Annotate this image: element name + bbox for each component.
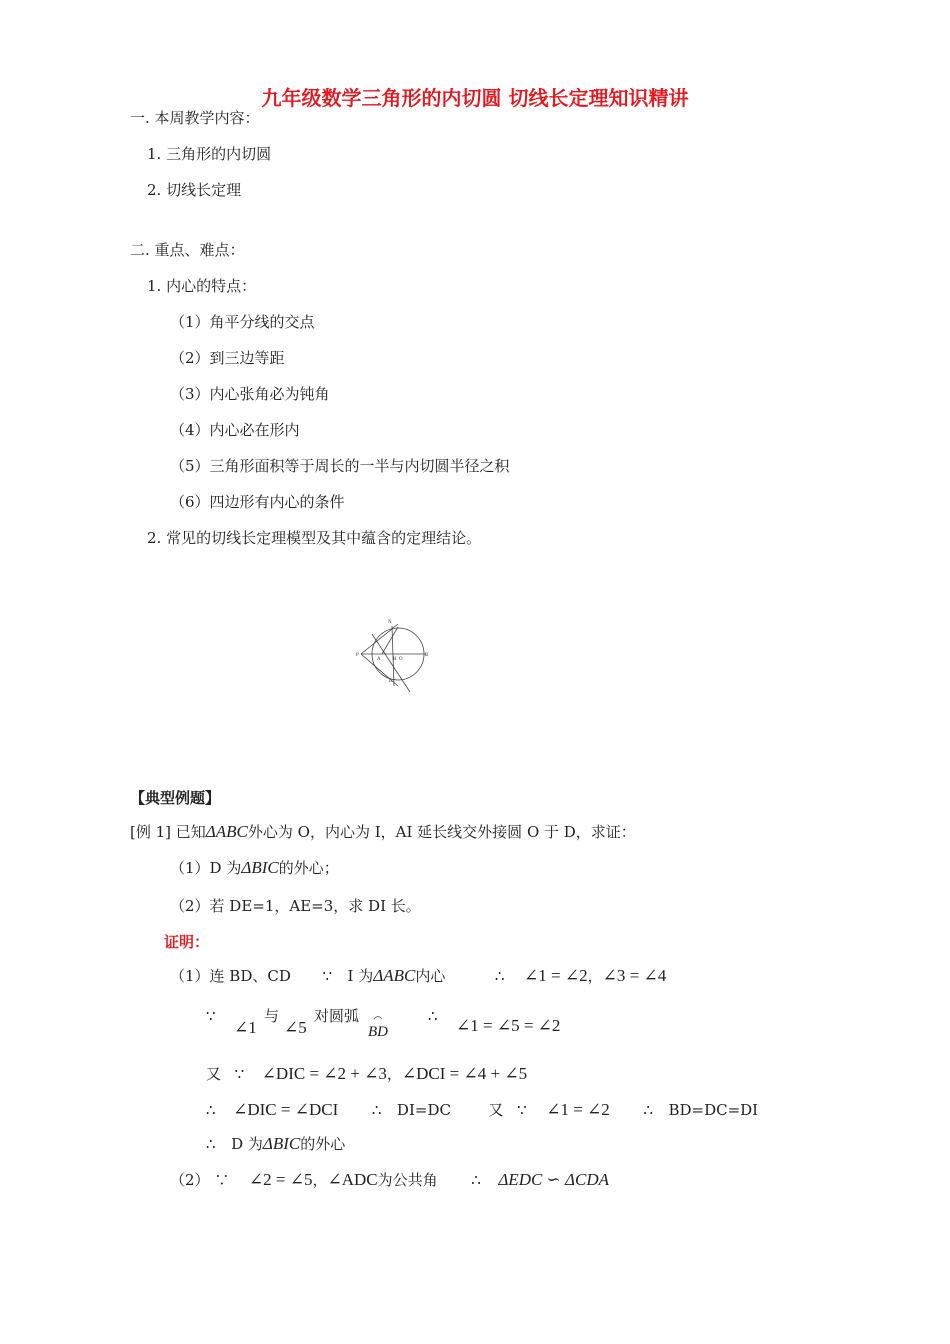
arc-bd: BD	[368, 1024, 388, 1040]
line-ao	[382, 627, 398, 654]
equation-angle-1-2: ∠1 = ∠2	[524, 966, 588, 985]
therefore-symbol: ∴	[428, 1007, 438, 1025]
incenter-property-3: （3）内心张角必为钝角	[170, 385, 330, 403]
incenter-property-2: （2）到三边等距	[170, 349, 285, 367]
proof-1-text: I 为	[347, 967, 374, 985]
label-h: H	[393, 657, 397, 662]
label-p: P	[356, 653, 359, 658]
text-yu: 与	[264, 1007, 280, 1025]
examples-heading: 【典型例题】	[130, 789, 221, 807]
therefore-symbol: ∴	[643, 1101, 653, 1119]
example-1-question-1	[170, 858, 339, 878]
because-symbol: ∵	[322, 967, 332, 985]
incenter-property-6: （6）四边形有内心的条件	[170, 493, 345, 511]
comma: ，	[312, 1171, 328, 1189]
section-1-heading: 一. 本周教学内容：	[130, 109, 260, 127]
text-di-dc: DI=DC	[396, 1101, 451, 1119]
section-2-point-1: 1. 内心的特点：	[147, 277, 257, 295]
incenter-property-4: （4）内心必在形内	[170, 421, 300, 439]
text-you: 又	[488, 1101, 504, 1119]
incenter-property-5: （5）三角形面积等于周长的一半与内切圆半径之积	[170, 457, 510, 475]
text-d-is: D 为	[231, 1135, 263, 1153]
section-2-point-2: 2. 常见的切线长定理模型及其中蕴含的定理结论。	[147, 529, 482, 547]
proof-line-5	[206, 1134, 345, 1154]
arc-symbol-icon	[373, 1014, 383, 1020]
therefore-symbol: ∴	[494, 967, 505, 985]
triangle-bic: ΔBIC	[262, 1134, 301, 1153]
example-1-rest: 外心为 O，内心为 I，AI 延长线交外接圆 O 于 D，求证：	[247, 823, 636, 841]
therefore-symbol: ∴	[206, 1101, 216, 1119]
proof-line-3	[206, 1064, 527, 1084]
tangent-length-figure	[352, 612, 442, 694]
equation-angle-2-5: ∠2 = ∠5	[248, 1170, 313, 1189]
equation-angle-1-5-2: ∠1 = ∠5 = ∠2	[456, 1016, 561, 1035]
label-b: B	[425, 653, 429, 658]
text-you: 又	[206, 1065, 222, 1083]
because-symbol: ∵	[214, 1171, 230, 1189]
question-1-text-b: 的外心；	[278, 859, 339, 877]
text-bd-dc-di: BD=DC=DI	[668, 1101, 759, 1119]
section-2-heading: 二. 重点、难点：	[130, 241, 245, 259]
triangle-abc: ΔABC	[373, 966, 416, 985]
proof-line-1	[170, 966, 666, 986]
part-2-label: （2）	[170, 1171, 210, 1189]
label-a: A	[377, 657, 381, 662]
text-common-angle: 为公共角	[377, 1171, 438, 1189]
question-1-text-a: （1）D 为	[170, 859, 242, 877]
proof-line-4	[206, 1100, 758, 1120]
proof-line-6	[170, 1170, 609, 1190]
proof-1-connect: （1）连 BD、CD	[170, 967, 291, 985]
text-circumcenter: 的外心	[300, 1135, 346, 1153]
similar-triangles: ΔEDC ∽ ΔCDA	[498, 1170, 610, 1189]
angle-1: ∠1	[234, 1018, 257, 1037]
equation-angle-3-4: ∠3 = ∠4	[602, 966, 667, 985]
angle-5: ∠5	[284, 1018, 307, 1037]
triangle-bic: ΔBIC	[241, 858, 279, 877]
because-symbol: ∵	[206, 1007, 216, 1025]
triangle-abc: ΔABC	[205, 822, 248, 841]
therefore-symbol: ∴	[371, 1101, 382, 1119]
equation-angle-1-2: ∠1 = ∠2	[546, 1100, 610, 1119]
section-1-item-2: 2. 切线长定理	[147, 181, 242, 199]
therefore-symbol: ∴	[206, 1135, 216, 1153]
angle-adc: ∠ADC	[327, 1170, 378, 1189]
because-symbol: ∵	[517, 1101, 527, 1119]
page-title: 九年级数学三角形的内切圆 切线长定理知识精讲	[261, 86, 689, 110]
example-1-prefix: [例 1] 已知	[130, 823, 206, 841]
text-arc: 对圆弧	[314, 1007, 360, 1025]
therefore-symbol: ∴	[471, 1171, 481, 1189]
example-1-statement	[130, 822, 636, 842]
proof-1-incenter: 内心	[415, 967, 446, 985]
label-l: L	[389, 679, 393, 684]
example-1-question-2: （2）若 DE=1，AE=3，求 DI 长。	[170, 897, 421, 915]
section-1-item-1: 1. 三角形的内切圆	[147, 145, 272, 163]
comma: ，	[587, 967, 603, 985]
label-n: N	[388, 620, 392, 625]
incenter-property-1: （1）角平分线的交点	[170, 313, 315, 331]
equation-dic: ∠DIC = ∠2 + ∠3	[261, 1064, 387, 1083]
label-o: O	[399, 657, 403, 662]
because-symbol: ∵	[234, 1065, 245, 1083]
comma: ，	[386, 1065, 402, 1083]
proof-label: 证明：	[164, 933, 210, 951]
equation-dic-dci: ∠DIC = ∠DCI	[233, 1100, 339, 1119]
equation-dci: ∠DCI = ∠4 + ∠5	[401, 1064, 528, 1083]
